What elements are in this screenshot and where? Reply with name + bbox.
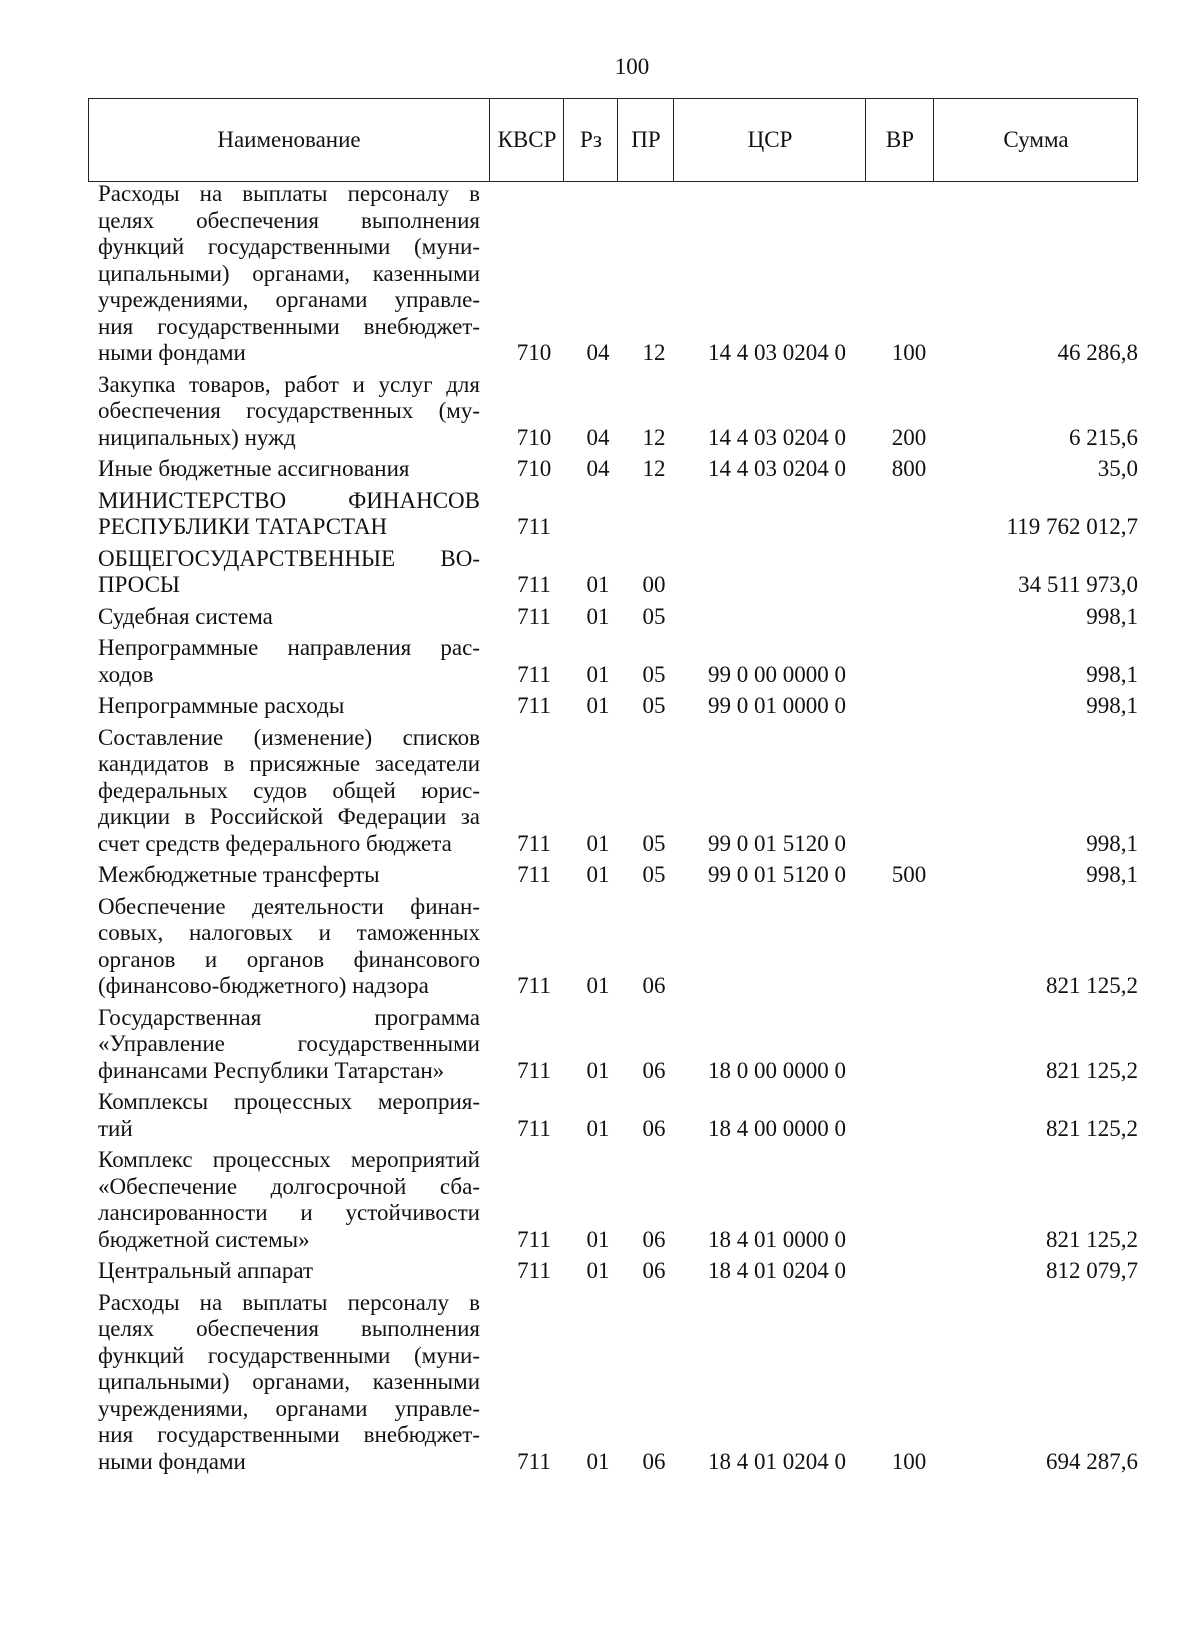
header-vr: ВР [865, 99, 934, 181]
row-name-line: Расходы на выплаты персоналу в [98, 1289, 480, 1315]
header-name: Наименование [217, 127, 361, 152]
row-kvsr: 711 [517, 862, 551, 887]
row-name-line: Непрограммные расходы [98, 693, 345, 718]
row-name-line: функций государственными (муни- [98, 234, 480, 259]
row-name-line: финансами Республики Татарстан» [98, 1057, 445, 1083]
row-pr: 06 [642, 1226, 666, 1252]
row-name-line: Расходы на выплаты персоналу в [98, 181, 480, 206]
row-name-line: кандидатов в присяжные заседатели [98, 751, 480, 776]
row-name-line: ПРОСЫ [98, 572, 180, 597]
row-kvsr: 711 [517, 830, 551, 856]
row-kvsr: 711 [517, 1057, 551, 1083]
row-name [98, 181, 480, 367]
row-name-line: ниципальных) нужд [98, 424, 296, 450]
row-rz: 04 [586, 456, 610, 481]
row-sum: 998,1 [1086, 830, 1138, 856]
row-name [98, 725, 480, 858]
table-body [98, 181, 1138, 1480]
row-sum: 998,1 [1086, 603, 1138, 629]
row-name-line: Комплексы процессных мероприя- [98, 1089, 480, 1114]
row-sum: 46 286,8 [1057, 340, 1138, 365]
row-name [98, 1005, 480, 1085]
row-name-line: Комплекс процессных мероприятий [98, 1147, 480, 1172]
row-csr: 99 0 01 0000 0 [708, 693, 846, 718]
row-name [98, 1258, 480, 1285]
row-name-line: ния государственными внебюджет- [98, 313, 480, 339]
row-kvsr: 711 [517, 973, 551, 998]
row-kvsr: 711 [517, 693, 551, 718]
table-row [98, 488, 1138, 541]
row-name-line: Закупка товаров, работ и услуг для [98, 371, 480, 397]
row-rz: 01 [586, 572, 610, 597]
row-sum: 998,1 [1086, 661, 1138, 687]
row-name-line: «Управление государственными [98, 1031, 480, 1056]
row-vr: 100 [891, 340, 927, 365]
row-rz: 01 [586, 1115, 610, 1141]
row-rz: 01 [586, 1226, 610, 1252]
table-row [98, 635, 1138, 688]
row-rz: 01 [586, 661, 610, 687]
row-name-line: Обеспечение деятельности финан- [98, 893, 480, 919]
row-name-line: обеспечения государственных (му- [98, 398, 480, 423]
row-kvsr: 711 [517, 1448, 551, 1474]
row-name-line: Государственная программа [98, 1004, 480, 1030]
row-pr: 06 [642, 1115, 666, 1141]
row-name-line: тий [98, 1115, 133, 1141]
row-name-line: Непрограммные направления рас- [98, 635, 480, 660]
row-name-line: учреждениями, органами управле- [98, 1395, 480, 1421]
row-vr: 800 [891, 456, 927, 481]
row-name-line: (финансово-бюджетного) надзора [98, 973, 429, 998]
row-name-line: ципальными) органами, казенными [98, 260, 480, 286]
row-pr: 06 [642, 973, 666, 998]
row-name-line: дикции в Российской Федерации за [98, 804, 480, 829]
row-kvsr: 711 [517, 514, 551, 539]
table-row [98, 181, 1138, 367]
table-row [98, 894, 1138, 1000]
row-sum: 119 762 012,7 [1006, 514, 1138, 539]
row-name-line: лансированности и устойчивости [98, 1200, 480, 1225]
row-vr: 200 [891, 424, 927, 450]
row-name [98, 372, 480, 452]
row-pr: 06 [642, 1057, 666, 1083]
row-sum: 998,1 [1086, 693, 1138, 718]
row-name [98, 488, 480, 541]
table-row [98, 693, 1138, 720]
row-pr: 05 [642, 661, 666, 687]
row-sum: 821 125,2 [1046, 1115, 1138, 1141]
row-pr: 00 [642, 572, 666, 597]
row-name-line: органов и органов финансового [98, 946, 480, 972]
row-sum: 821 125,2 [1046, 1057, 1138, 1083]
row-rz: 01 [586, 603, 610, 629]
row-name [98, 693, 480, 720]
row-sum: 821 125,2 [1046, 973, 1138, 998]
row-name-line: МИНИСТЕРСТВО ФИНАНСОВ [98, 487, 480, 513]
row-csr: 14 4 03 0204 0 [708, 424, 846, 450]
row-sum: 6 215,6 [1069, 424, 1138, 450]
table-row [98, 604, 1138, 631]
row-rz: 04 [586, 340, 610, 365]
row-pr: 06 [642, 1258, 666, 1283]
table-header [88, 98, 1138, 182]
row-pr: 12 [642, 456, 666, 481]
row-rz: 04 [586, 424, 610, 450]
row-kvsr: 711 [517, 1258, 551, 1283]
row-name [98, 456, 480, 483]
row-name [98, 546, 480, 599]
table-row [98, 1005, 1138, 1085]
row-name-line: счет средств федерального бюджета [98, 830, 452, 856]
row-name-line: бюджетной системы» [98, 1226, 310, 1252]
row-name-line: Составление (изменение) списков [98, 724, 480, 750]
table-row [98, 725, 1138, 858]
row-csr: 99 0 01 5120 0 [708, 862, 846, 887]
row-pr: 05 [642, 862, 666, 887]
row-csr: 18 4 01 0204 0 [708, 1448, 846, 1474]
row-rz: 01 [586, 830, 610, 856]
row-name-line: ния государственными внебюджет- [98, 1422, 480, 1447]
row-name [98, 894, 480, 1000]
row-csr: 18 0 00 0000 0 [708, 1057, 846, 1083]
row-name-line: учреждениями, органами управле- [98, 287, 480, 312]
row-name-line: целях обеспечения выполнения [98, 1316, 480, 1341]
header-pr: ПР [617, 99, 674, 181]
row-csr: 18 4 01 0000 0 [708, 1226, 846, 1252]
row-csr: 14 4 03 0204 0 [708, 456, 846, 481]
row-rz: 01 [586, 1448, 610, 1474]
row-kvsr: 711 [517, 603, 551, 629]
row-sum: 34 511 973,0 [1018, 572, 1138, 597]
row-pr: 05 [642, 830, 666, 856]
row-name-line: Центральный аппарат [98, 1258, 314, 1283]
row-name [98, 1290, 480, 1476]
row-name [98, 604, 480, 631]
table-row [98, 1147, 1138, 1253]
row-rz: 01 [586, 862, 610, 887]
row-name [98, 1089, 480, 1142]
row-pr: 06 [642, 1448, 666, 1474]
row-rz: 01 [586, 1057, 610, 1083]
row-kvsr: 710 [516, 424, 552, 450]
row-csr: 99 0 00 0000 0 [708, 661, 846, 687]
row-kvsr: 711 [517, 1115, 551, 1141]
row-vr: 500 [891, 862, 927, 887]
row-pr: 05 [642, 693, 666, 718]
row-name [98, 635, 480, 688]
row-pr: 05 [642, 603, 666, 629]
header-rz: Рз [563, 99, 618, 181]
row-rz: 01 [586, 693, 610, 718]
table-row [98, 1089, 1138, 1142]
header-kvsr: КВСР [489, 99, 564, 181]
row-name-line: целях обеспечения выполнения [98, 207, 480, 233]
row-pr: 12 [642, 340, 666, 365]
table-row [98, 372, 1138, 452]
row-name-line: Судебная система [98, 603, 273, 629]
row-rz: 01 [586, 973, 610, 998]
row-name-line: Межбюджетные трансферты [98, 862, 380, 887]
row-vr: 100 [891, 1448, 927, 1474]
table-row [98, 1290, 1138, 1476]
row-name-line: РЕСПУБЛИКИ ТАТАРСТАН [98, 514, 388, 539]
row-sum: 812 079,7 [1046, 1258, 1138, 1283]
row-name-line: ходов [98, 661, 154, 687]
header-csr: ЦСР [673, 99, 866, 181]
row-name-line: совых, налоговых и таможенных [98, 920, 480, 945]
row-name-line: ОБЩЕГОСУДАРСТВЕННЫЕ ВО- [98, 545, 480, 571]
row-sum: 694 287,6 [1046, 1448, 1138, 1474]
row-sum: 35,0 [1097, 456, 1138, 481]
row-name-line: федеральных судов общей юрис- [98, 777, 480, 803]
table-row [98, 862, 1138, 889]
row-kvsr: 710 [516, 456, 552, 481]
row-pr: 12 [642, 424, 666, 450]
table-row [98, 546, 1138, 599]
row-sum: 998,1 [1086, 862, 1138, 887]
row-csr: 14 4 03 0204 0 [708, 340, 846, 365]
row-csr: 99 0 01 5120 0 [708, 830, 846, 856]
table-row [98, 456, 1138, 483]
row-kvsr: 711 [517, 1226, 551, 1252]
row-csr: 18 4 00 0000 0 [708, 1115, 846, 1141]
row-name [98, 1147, 480, 1253]
row-name-line: «Обеспечение долгосрочной сба- [98, 1173, 480, 1199]
row-kvsr: 711 [517, 572, 551, 597]
table-row [98, 1258, 1138, 1285]
row-name-line: Иные бюджетные ассигнования [98, 456, 410, 481]
row-name [98, 862, 480, 889]
row-name-line: функций государственными (муни- [98, 1342, 480, 1368]
row-name-line: ными фондами [98, 1448, 246, 1474]
row-csr: 18 4 01 0204 0 [708, 1258, 846, 1283]
row-name-line: ными фондами [98, 340, 246, 365]
row-kvsr: 710 [516, 340, 552, 365]
row-kvsr: 711 [517, 661, 551, 687]
header-sum: Сумма [933, 99, 1138, 181]
row-sum: 821 125,2 [1046, 1226, 1138, 1252]
page-number: 100 [614, 54, 650, 79]
row-rz: 01 [586, 1258, 610, 1283]
row-name-line: ципальными) органами, казенными [98, 1369, 480, 1394]
